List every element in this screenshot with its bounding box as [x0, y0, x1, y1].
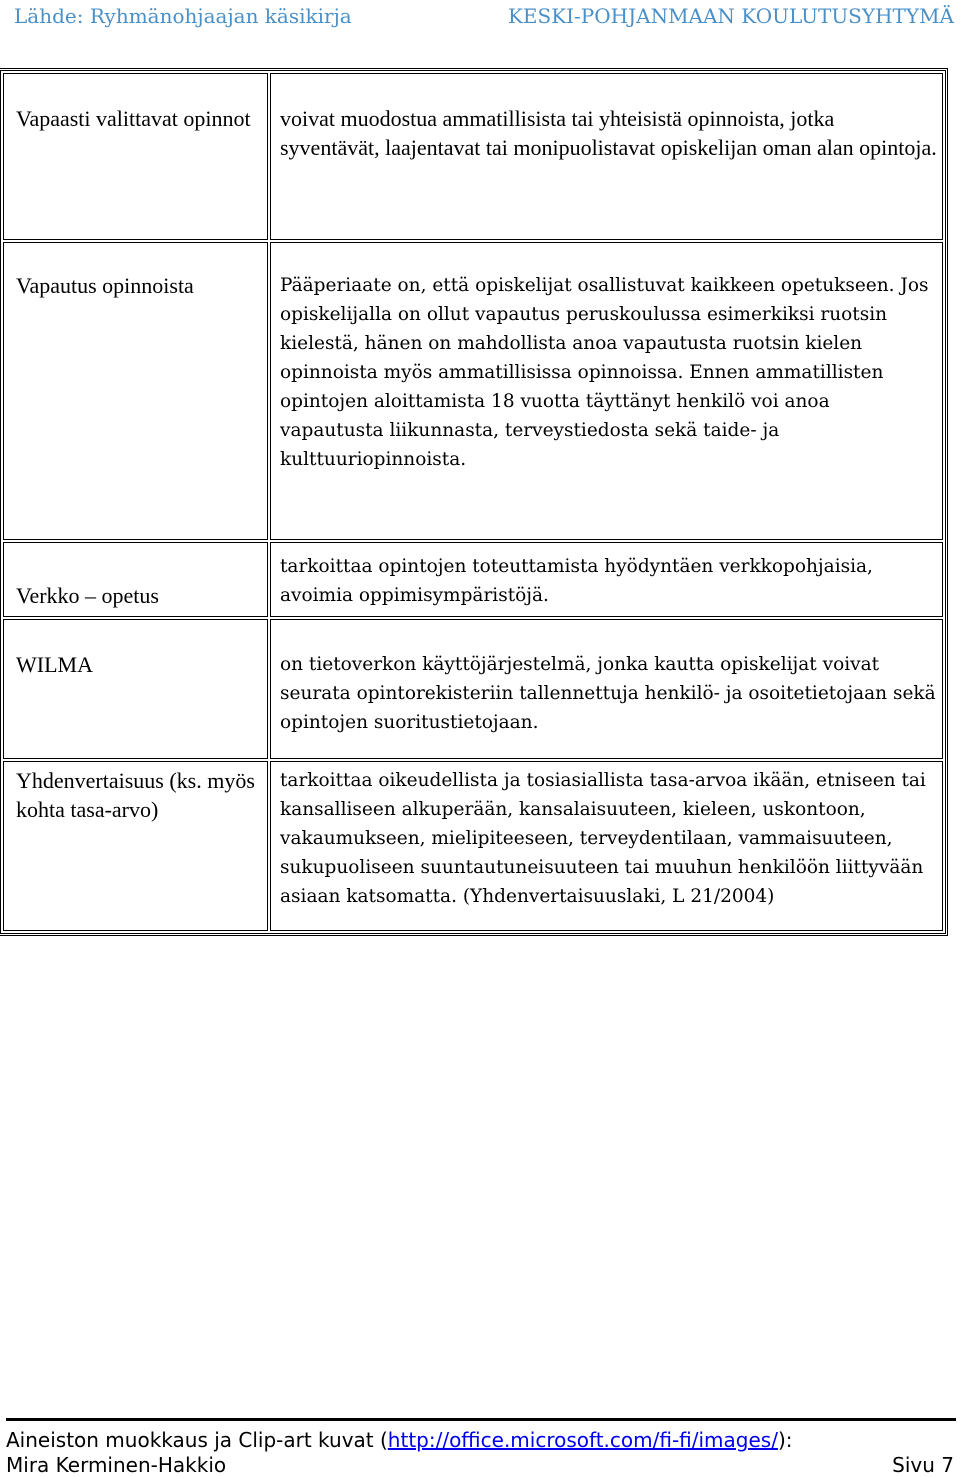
footer-divider [6, 1418, 956, 1421]
footer-credit [6, 1428, 793, 1452]
footer-credit-prefix: Aineiston muokkaus ja Clip-art kuvat ( [6, 1428, 388, 1452]
footer-author: Mira Kerminen-Hakkio [6, 1453, 227, 1477]
definitions-table [0, 70, 946, 934]
table-row [3, 542, 943, 617]
table-row [3, 761, 943, 931]
term-cell [3, 73, 268, 240]
term-cell [3, 761, 268, 931]
term-text: Vapaasti valittavat opinnot [16, 106, 251, 131]
term-text: Yhdenvertaisuus (ks. myös kohta tasa-arvo) [16, 768, 255, 822]
page-number: Sivu 7 [892, 1453, 954, 1477]
clipart-link[interactable]: http://office.microsoft.com/fi-fi/images/ [387, 1428, 778, 1452]
term-text: WILMA [16, 652, 93, 677]
term-cell [3, 542, 268, 617]
definition-text: tarkoittaa oikeudellista ja tosiasiallista tasa-arvoa ikään, etniseen tai kansalliseen alkuperään, kansalaisuuteen, kieleen, uskontoon, vakaumukseen, mielipiteeseen, terveydentilaan, vammaisuuteen, sukupuoliseen suuntautuneisuuteen tai muuhun henkilöön liittyvään asiaan katsomatta. (Yhdenvertaisuuslaki, L 21/2004) [280, 770, 926, 907]
definition-text: on tietoverkon käyttöjärjestelmä, jonka kautta opiskelijat voivat seurata opintorekisteriin tallennettuja henkilö- ja osoitetietojaan sekä opintojen suoritustietojaan. [280, 654, 936, 733]
term-text: Vapautus opinnoista [16, 273, 194, 298]
definition-cell [270, 542, 943, 617]
definition-cell [270, 761, 943, 931]
term-cell [3, 619, 268, 759]
header-source: Lähde: Ryhmänohjaajan käsikirja [14, 4, 352, 28]
definition-cell [270, 619, 943, 759]
header-organization: KESKI-POHJANMAAN KOULUTUSYHTYMÄ [507, 4, 954, 28]
definition-text: voivat muodostua ammatillisista tai yhteisistä opinnoista, jotka syventävät, laajentavat tai monipuolistavat opiskelijan oman alan opintoja. [280, 106, 937, 160]
term-text: Verkko – opetus [16, 583, 159, 608]
definition-cell [270, 242, 943, 540]
definition-cell [270, 73, 943, 240]
table-row [3, 619, 943, 759]
definition-text: Pääperiaate on, että opiskelijat osallistuvat kaikkeen opetukseen. Jos opiskelijalla on ollut vapautus peruskoulussa esimerkiksi ruotsin kielestä, hänen on mahdollista anoa vapautusta ruotsin kielen opinnoista myös ammatillisissa opinnoissa. Ennen ammatillisten opintojen aloittamista 18 vuotta täyttänyt henkilö voi anoa vapautusta liikunnasta, terveystiedosta sekä taide- ja kulttuuriopinnoista. [280, 275, 929, 470]
definition-text: tarkoittaa opintojen toteuttamista hyödyntäen verkkopohjaisia, avoimia oppimisympäristöjä. [280, 556, 873, 606]
term-cell [3, 242, 268, 540]
footer-credit-suffix: ): [777, 1428, 793, 1452]
table-row [3, 242, 943, 540]
table-row [3, 73, 943, 240]
